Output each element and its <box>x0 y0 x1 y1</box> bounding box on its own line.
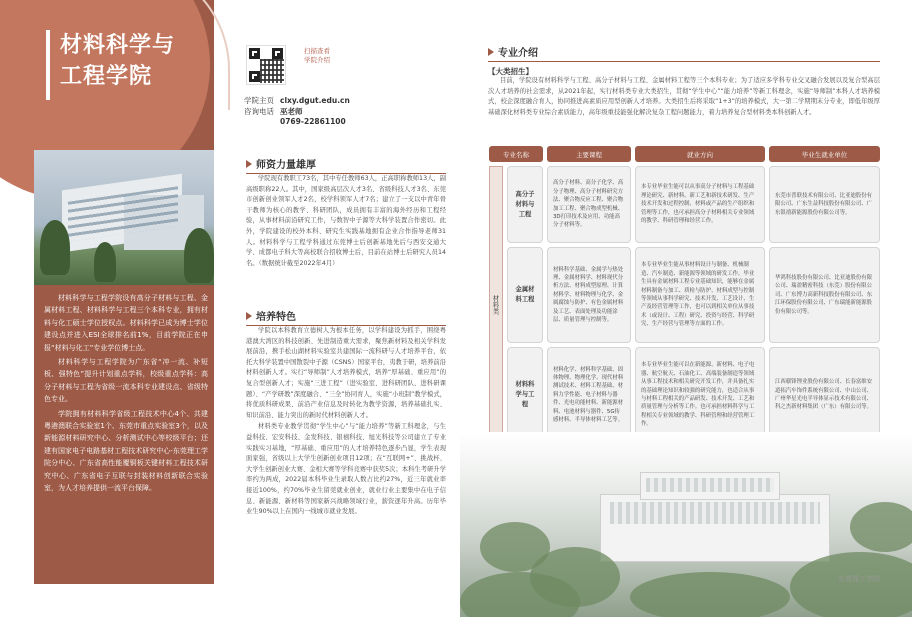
watermark-text: 东莞理工学院 <box>838 575 880 583</box>
major-employers: 江西赣锋锂业股份有限公司、长春富维安道拓汽车饰件系统有限公司、中山公司、广州华星光电半导体显示技术有限公司、科之杰新材料集团（广东）有限公司等。 <box>769 347 880 443</box>
overview-paragraph: 材料科学与工程学院设有高分子材料与工程、金属材料工程、材料科学与工程三个本科专业，拥有材料与化工硕士学位授权点。材料科学已成为博士学位建设点并进入ESI全球排名前1%，目前学院正在申报“材料与化工”专业学位博士点。 <box>44 294 208 352</box>
overview-paragraph: 材料科学与工程学院为广东省“冲一流、补短板、强特色”提升计划重点学科，校级重点学科：高分子材料与工程为省级一流本科专业建设点、省级特色专业。 <box>44 358 208 404</box>
homepage-link[interactable]: clxy.dgut.edu.cn <box>280 96 350 105</box>
overview-paragraph: 学院拥有材料科学省级工程技术中心4个、共建粤港澳联合实验室1个、东莞市重点实验室3个，以及新能源材料研究中心、分析测试中心等校级平台；还建有国家电子电路基材工程技术研究中心-东莞理工学院分中心、广东省高性能覆铜板关键材料工程技术研究中心、广东省电子互联与封装材料创新联合实验室，为人才培养提供一流平台保障。 <box>44 409 208 493</box>
phone-number: 0769-22861100 <box>280 117 346 126</box>
major-courses: 材料科学基础、金属学与热处理、金属材料学、材料现代分析方法、材料成型原理、计算材料学、材料物理与化学、金属腐蚀与防护、有色金属材料及工艺、表面处理及功能涂层、质量管理与控制等。 <box>547 247 631 343</box>
college-building-photo <box>34 150 214 285</box>
faculty-heading: 师资力量雄厚 <box>246 156 316 171</box>
college-overview-text <box>44 292 208 497</box>
major-employers: 东莞市普联技术有限公司、比亚迪股份有限公司、广东生益科技股份有限公司、广东银禧新能源股份有限公司等。 <box>769 166 880 243</box>
campus-aerial-photo <box>460 432 912 617</box>
section-arrow-icon <box>246 160 252 168</box>
header-career: 就业方向 <box>635 146 765 162</box>
section-arrow-icon <box>246 312 252 320</box>
header-courses: 主要课程 <box>547 146 631 162</box>
category-cell: 材料类 <box>489 166 503 443</box>
homepage-label: 学院主页 <box>244 96 274 105</box>
training-text: 学院以本科教育立德树人为根本任务，以学科建设为抓手，围绕粤港澳大湾区的科技创新、先进制造重大需求，聚焦新材料及相关学科发展前沿，携手松山湖材料实验室共建国际一流科研与人才培养平台，依托大科学装置中国散裂中子源（CSNS）国家平台，夷教于研，培养前沿材料创新人才。实行“导师制”人才培养模式，培养“厚基础、重应用”的复合型创新人才；实施“三进工程”（进实验室、进科研团队、进科研课题）、“产学研教”深度融合、“三全”协同育人，实施“小班制”教学模式，将优质科研成果、前沿产业信息及时转化为教学资源，培养基础扎实、知识前沿、能力突出的新时代材料创新人才。 材料类专业教学贯彻“学生中心”与“能力培养”等新工科理念，与生益科技、宏安科技、金发科技、银禧科技、旭光科技等公司建立了专业实践实习基地，“厚基础、重应用”的人才培养特色逐步凸显，学生表现面家强，省级以上大学生创新创业项目12项；在“互联网+”、挑战杯、大学生创新创业大赛、金相大赛等学科竞赛中获奖5次；本科生考研升学率约为两成，2022届本科毕业生录取人数占比约27%，近三年就业率接近100%，约70%毕业生留莞就业创业，就业行业主要集中在电子信息、新能源、新材料等国家新兴战略领域行业，薪资逐年升高。历年毕业生90%以上在国内一线城市就业发展。 <box>246 327 446 516</box>
major-name: 金属材料工程 <box>507 247 543 343</box>
major-name: 材料科学与工程 <box>507 347 543 443</box>
contact-info <box>244 96 350 128</box>
major-career: 本专业毕业生能可以从事高分子材料与工程基础理论研究、新材料、新工艺和新技术研发、生产技术开发和过程控制、材料或产品的生产组织和管理等工作，也可承担高分子材料相关专业领域的教学、科研管理和经营工作。 <box>635 166 765 243</box>
title-line-2: 工程学院 <box>60 64 153 89</box>
majors-heading: 专业介绍 <box>488 44 538 59</box>
table-row <box>507 247 880 343</box>
majors-table <box>489 146 880 443</box>
qr-code-icon[interactable] <box>246 45 286 85</box>
major-employers: 华鸿科技股份有限公司、比亚迪股份有限公司、瑞盈精密科技（东莞）股份有限公司、广东博力高新科技股份有限公司、东江环保股份有限公司、广东瑞能新能源股份有限公司等。 <box>769 247 880 343</box>
contact-person: 巫老师 <box>280 106 303 116</box>
table-row <box>507 347 880 443</box>
major-career: 本专业毕业生能可以在新能源、新材料、电子电器、航空航天、石油化工、高端装备制造等领域从事工程技术和相关研究开发工作，并具备扎实的基础理论知识和较强的研究能力，也适合从事与材料工程相关的产品研发、技术开发、工艺和质量管理与分析等工作。也可承担材料科学与工程相关专业领域的教学、科研管理和经营管理工作。 <box>635 347 765 443</box>
title-line-1: 材料科学与 <box>60 33 176 58</box>
major-courses: 材料化学、材料科学基础、固体物理、物理化学、现代材料测试技术、材料工程基础、材料力学性能、电子材料与器件、光电功能材料、新能源材料、电池材料与器件、5G传感材料、半导体材料工艺等。 <box>547 347 631 443</box>
phone-label: 咨询电话 <box>244 106 274 116</box>
training-heading: 培养特色 <box>246 308 296 323</box>
enrollment-tag: 【大类招生】 <box>488 67 533 76</box>
page-title <box>46 30 216 100</box>
major-name: 高分子材料与工程 <box>507 166 543 243</box>
table-header <box>489 146 880 162</box>
majors-intro: 目前，学院设有材料科学与工程、高分子材料与工程、金属材料工程等三个本科专业；为了适应多学科专业交叉融合发展以及复合型高层次人才培养的社会需求，从2021年起，实行材料类专业大类招生，贯彻“学生中心”“能力培养”等新工科理念，实施“导师制”本科人才培养模式，校企深度融合育人，协同推进高素质应用型创新人才培养。大类招生后将采取“1+3”的培养模式，大一第二学期期末分专业，即低年级厚基础深化材料类专业综合素质能力，高年级重技能强化解决复杂工程问题能力，着力培养复合型材料类本科创新人才。 <box>488 77 880 116</box>
section-arrow-icon <box>488 48 494 56</box>
table-row <box>507 166 880 243</box>
qr-caption: 扫描查看 学院介绍 <box>304 47 330 64</box>
major-courses: 高分子材料、高分子化学、高分子物理、高分子材料研究方法、聚合物反应工程、聚合物加工工程、聚合物成型机械、3D打印技术及应用、功能高分子材料等。 <box>547 166 631 243</box>
header-major-name: 专业名称 <box>489 146 543 162</box>
header-employers: 毕业生就业单位 <box>769 146 880 162</box>
faculty-text: 学院现有教职工73名，其中专任教师63人，正高职称教师13人，副高级职称22人。其中，国家级高层次人才3名、省级科技人才3名、东莞市创新创业领军人才2名，校学科领军人才7名；建立了一支以中青年骨干教师为核心的教学、科研团队，成员拥有丰富的海外经历和工程经验，从事材料前沿研究工作，与数智中子源等大科学装置合作密切。此外，学院建设的校外本科、研究生实践基地拥有企业合作指导老师31人。材料科学与工程学科通过东莞博士后创新基地先后与西安交通大学、成都电子科大等高校联合招收博士后，目前在站博士后研究人员14名。（数据统计截至2022年4月） <box>246 175 446 267</box>
major-career: 本专业毕业生能从事材料设计与制备、机械制造、汽车制造、新能源等领域的研发工作。毕业生具有金属材料工程专业基础知识，能够在金属材料制备与加工、质检与防护、材料成型与控制等领域从事科学研究、技术开发、工艺设计、生产及经营管理等工作，也可以到相关单位从事技术（或设计、工程）研究、投资与经营、科学研究、生产经营与管理等方面的工作。 <box>635 247 765 343</box>
